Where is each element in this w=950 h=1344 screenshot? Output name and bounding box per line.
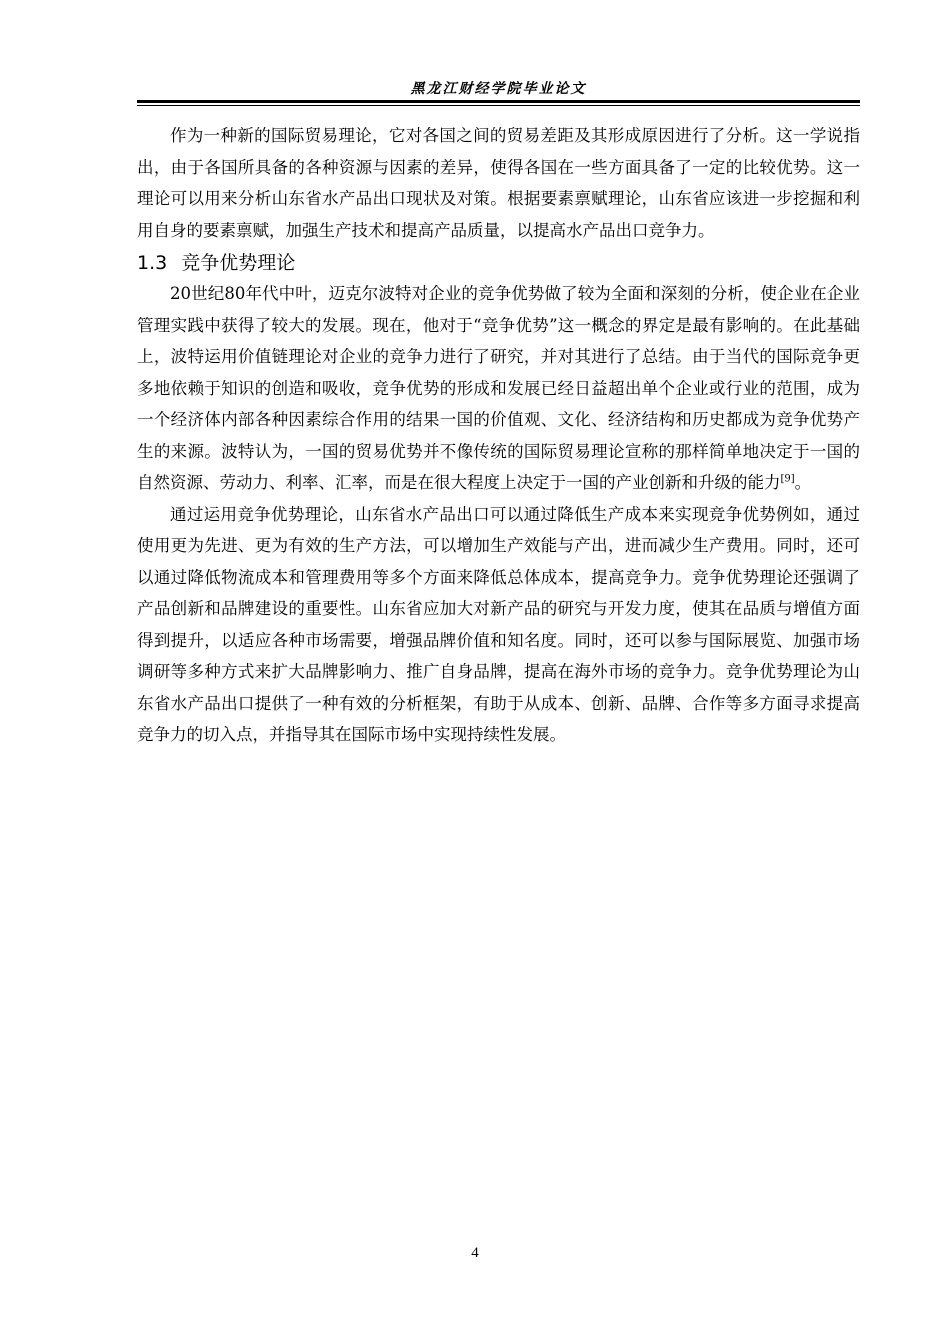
citation-ref: [9] bbox=[780, 473, 795, 485]
section-heading bbox=[137, 248, 860, 278]
paragraph-3: 通过运用竞争优势理论，山东省水产品出口可以通过降低生产成本来实现竞争优势例如，通过使用更为先进、更为有效的生产方法，可以增加生产效能与产出，进而减少生产费用。同时，还可以通过降低物流成本和管理费用等多个方面来降低总体成本，提高竞争力。竞争优势理论还强调了产品创新和品牌建设的重要性。山东省应加大对新产品的研究与开发力度，使其在品质与增值方面得到提升，以适应各种市场需要，增强品牌价值和知名度。同时，还可以参与国际展览、加强市场调研等多种方式来扩大品牌影响力、推广自身品牌，提高在海外市场的竞争力。竞争优势理论为山东省水产品出口提供了一种有效的分析框架，有助于从成本、创新、品牌、合作等多方面寻求提高竞争力的切入点，并指导其在国际市场中实现持续性发展。 bbox=[137, 504, 860, 744]
paragraph-2-text: 20世纪80年代中叶，迈克尔波特对企业的竞争优势做了较为全面和深刻的分析，使企业在企业管理实践中获得了较大的发展。现在，他对于“竞争优势”这一概念的界定是最有影响的。在此基础上，波特运用价值链理论对企业的竞争力进行了研究，并对其进行了总结。由于当代的国际竞争更多地依赖于知识的创造和吸收，竞争优势的形成和发展已经日益超出单个企业或行业的范围，成为一个经济体内部各种因素综合作用的结果一国的价值观、文化、经济结构和历史都成为竞争优势产生的来源。波特认为，一国的贸易优势并不像传统的国际贸易理论宣称的那样简单地决定于一国的自然资源、劳动力、利率、汇率，而是在很大程度上决定于一国的产业创新和升级的能力 bbox=[137, 284, 860, 492]
header-rule bbox=[137, 100, 860, 103]
running-header-title: 黑龙江财经学院毕业论文 bbox=[410, 81, 587, 97]
paragraph-2-end: 。 bbox=[794, 473, 812, 492]
paragraph-2 bbox=[137, 278, 860, 499]
section-title: 竞争优势理论 bbox=[181, 252, 296, 274]
section-number: 1.3 bbox=[137, 252, 168, 274]
body-text bbox=[137, 120, 860, 751]
page-number: 4 bbox=[471, 1245, 479, 1261]
paragraph-1: 作为一种新的国际贸易理论，它对各国之间的贸易差距及其形成原因进行了分析。这一学说指出，由于各国所具备的各种资源与因素的差异，使得各国在一些方面具备了一定的比较优势。这一理论可以用来分析山东省水产品出口现状及对策。根据要素禀赋理论，山东省应该进一步挖掘和利用自身的要素禀赋，加强生产技术和提高产品质量，以提高水产品出口竞争力。 bbox=[137, 126, 860, 240]
header-rule-thin bbox=[137, 105, 860, 106]
